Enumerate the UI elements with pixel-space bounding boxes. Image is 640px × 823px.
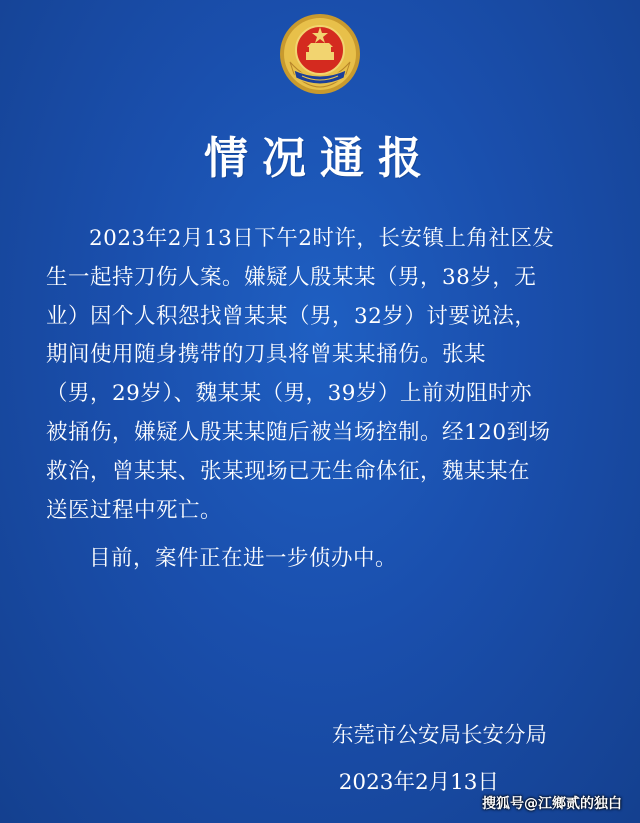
body-line: 期间使用随身携带的刀具将曾某某捅伤。张某 [46, 342, 487, 368]
body-line: 生一起持刀伤人案。嫌疑人殷某某（男，38岁，无 [46, 264, 537, 290]
body-line: 送医过程中死亡。 [46, 497, 223, 523]
issue-date: 2023年2月13日 [338, 770, 499, 795]
body-line: 2023年2月13日下午2时许，长安镇上角社区发 [89, 226, 555, 251]
issuer-signature: 东莞市公安局长安分局 [331, 723, 547, 748]
police-emblem-icon [276, 10, 364, 98]
page-title: 情况通报 [204, 133, 436, 184]
body-paragraph-2: 目前，案件正在进一步侦办中。 [89, 546, 398, 572]
body-line: 被捅伤，嫌疑人殷某某随后被当场控制。经120到场 [46, 419, 551, 445]
body-line: 救治，曾某某、张某现场已无生命体征，魏某某在 [46, 458, 531, 484]
body-line: 业）因个人积怨找曾某某（男，32岁）讨要说法， [46, 303, 537, 329]
notice-body [46, 220, 614, 579]
source-watermark: 搜狐号@江鄉贰的独白 [482, 796, 622, 812]
body-line: （男，29岁）、魏某某（男，39岁）上前劝阻时亦 [46, 381, 532, 407]
